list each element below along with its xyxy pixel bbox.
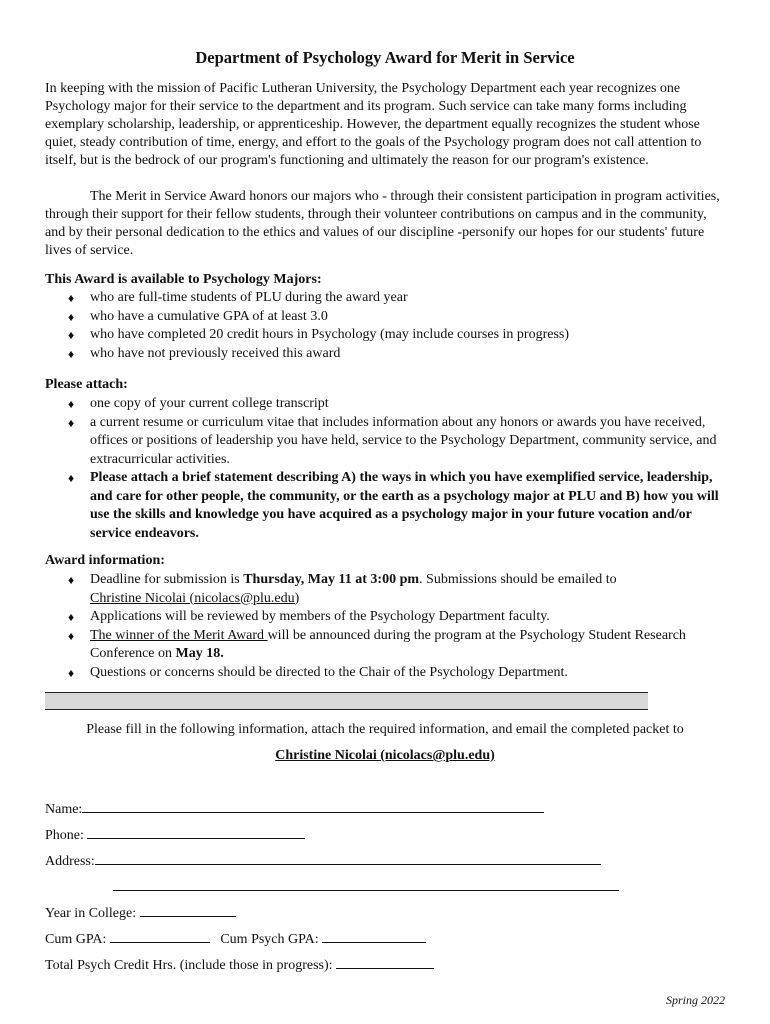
attach-heading: Please attach: — [45, 377, 128, 392]
name-label: Name: — [45, 802, 83, 817]
cum-gpa-label: Cum GPA: — [45, 932, 107, 947]
gpa-field — [45, 928, 426, 949]
phone-field — [45, 824, 305, 845]
diamond-bullet-icon: ♦ — [68, 415, 75, 430]
diamond-bullet-icon: ♦ — [68, 291, 75, 305]
credit-hrs-field — [45, 954, 434, 975]
credit-hrs-label: Total Psych Credit Hrs. (include those in progress): — [45, 958, 333, 973]
section-divider — [45, 692, 648, 710]
winner-link[interactable]: The winner of the Merit Award — [90, 627, 268, 643]
list-item: ♦ who have a cumulative GPA of at least 3.0 — [0, 308, 770, 327]
address-input-2[interactable] — [113, 876, 619, 891]
diamond-bullet-icon: ♦ — [68, 573, 75, 587]
credit-hrs-input[interactable] — [336, 954, 434, 969]
list-item: ♦ Deadline for submission is Thursday, May 11 at 3:00 pm. Submissions should be emailed to Christine Nicolai (nicolacs@plu.edu) — [68, 572, 617, 606]
year-field — [45, 902, 236, 923]
address-line-2 — [113, 876, 619, 897]
address-input[interactable] — [95, 850, 601, 865]
diamond-bullet-icon: ♦ — [68, 328, 75, 342]
conference-date: May 18. — [175, 646, 224, 661]
list-item: ♦ The winner of the Merit Award will be announced during the program at the Psychology Student Research Conference on May 18. — [68, 627, 686, 661]
contact-email[interactable]: Christine Nicolai (nicolacs@plu.edu) — [275, 748, 495, 763]
phone-input[interactable] — [87, 824, 305, 839]
psych-gpa-input[interactable] — [322, 928, 426, 943]
attach-list — [0, 395, 770, 543]
list-item: ♦ who have not previously received this award — [0, 345, 770, 364]
diamond-bullet-icon: ♦ — [68, 309, 75, 324]
name-field — [45, 798, 544, 819]
cum-gpa-input[interactable] — [110, 928, 210, 943]
page-title: Department of Psychology Award for Merit in Service — [195, 48, 575, 67]
psych-gpa-label: Cum Psych GPA: — [220, 932, 319, 947]
diamond-bullet-icon: ♦ — [68, 397, 75, 411]
list-item: ♦ Questions or concerns should be directed to the Chair of the Psychology Department. — [0, 664, 770, 683]
diamond-bullet-icon: ♦ — [68, 665, 75, 680]
address-label: Address: — [45, 854, 95, 869]
diamond-bullet-icon: ♦ — [68, 610, 75, 624]
list-item: ♦ Applications will be reviewed by members of the Psychology Department faculty. — [0, 608, 770, 627]
list-item: ♦ one copy of your current college transcript — [0, 395, 770, 414]
phone-label: Phone: — [45, 828, 84, 843]
year-input[interactable] — [140, 902, 236, 917]
list-item: ♦ a current resume or curriculum vitae that includes information about any honors or awards you have received, offices or positions of leadership you have held, service to the Psychology Department, community service, and extracurricular activities. — [68, 414, 717, 467]
name-input[interactable] — [82, 798, 544, 813]
intro-paragraph: In keeping with the mission of Pacific Lutheran University, the Psychology Department each year recognizes one Psychology major for their service to the department and its program. Such service can take many forms including exemplary scholarship, leadership, or apprenticeship. However, the department equally recognizes the student whose quiet, steady contribution of time, energy, and effort to the goals of the Psychology program does not call attention to itself, but is the bedrock of our program's functioning and ultimately the reason for our program's existence. — [45, 81, 702, 168]
footer-date: Spring 2022 — [665, 993, 725, 1007]
diamond-bullet-icon: ♦ — [68, 346, 75, 361]
list-item: ♦ Please attach a brief statement describing A) the ways in which you have exemplified service, leadership, and care for other people, the community, or the earth as a psychology major at PLU and B) how you will use the skills and knowledge you have acquired as a psychology major in your future vocation and/or service endeavors. — [68, 470, 719, 541]
diamond-bullet-icon: ♦ — [68, 471, 75, 485]
year-label: Year in College: — [45, 906, 137, 921]
deadline-date: Thursday, May 11 at 3:00 pm — [243, 572, 420, 587]
instructions-text: Please fill in the following information, attach the required information, and email the completed packet to — [86, 722, 684, 737]
intro-paragraph-2-text: The Merit in Service Award honors our majors who - through their consistent participation in program activities, through their support for their fellow students, through their volunteer contributions on campus and in the community, and by their personal dedication to the ethics and values of our discipline -personify our hopes for our students' future lives of service. — [45, 189, 720, 258]
intro-paragraph-2 — [45, 188, 727, 260]
eligibility-list — [0, 289, 770, 363]
list-item: ♦ who have completed 20 credit hours in Psychology (may include courses in progress) — [0, 326, 770, 345]
list-item: ♦ who are full-time students of PLU during the award year — [0, 289, 770, 308]
award-info-heading: Award information: — [45, 553, 165, 568]
eligibility-heading: This Award is available to Psychology Majors: — [45, 272, 322, 287]
contact-email-link[interactable]: Christine Nicolai (nicolacs@plu.edu) — [90, 590, 300, 606]
address-field — [45, 850, 601, 871]
diamond-bullet-icon: ♦ — [68, 628, 75, 643]
award-info-list — [0, 571, 770, 682]
